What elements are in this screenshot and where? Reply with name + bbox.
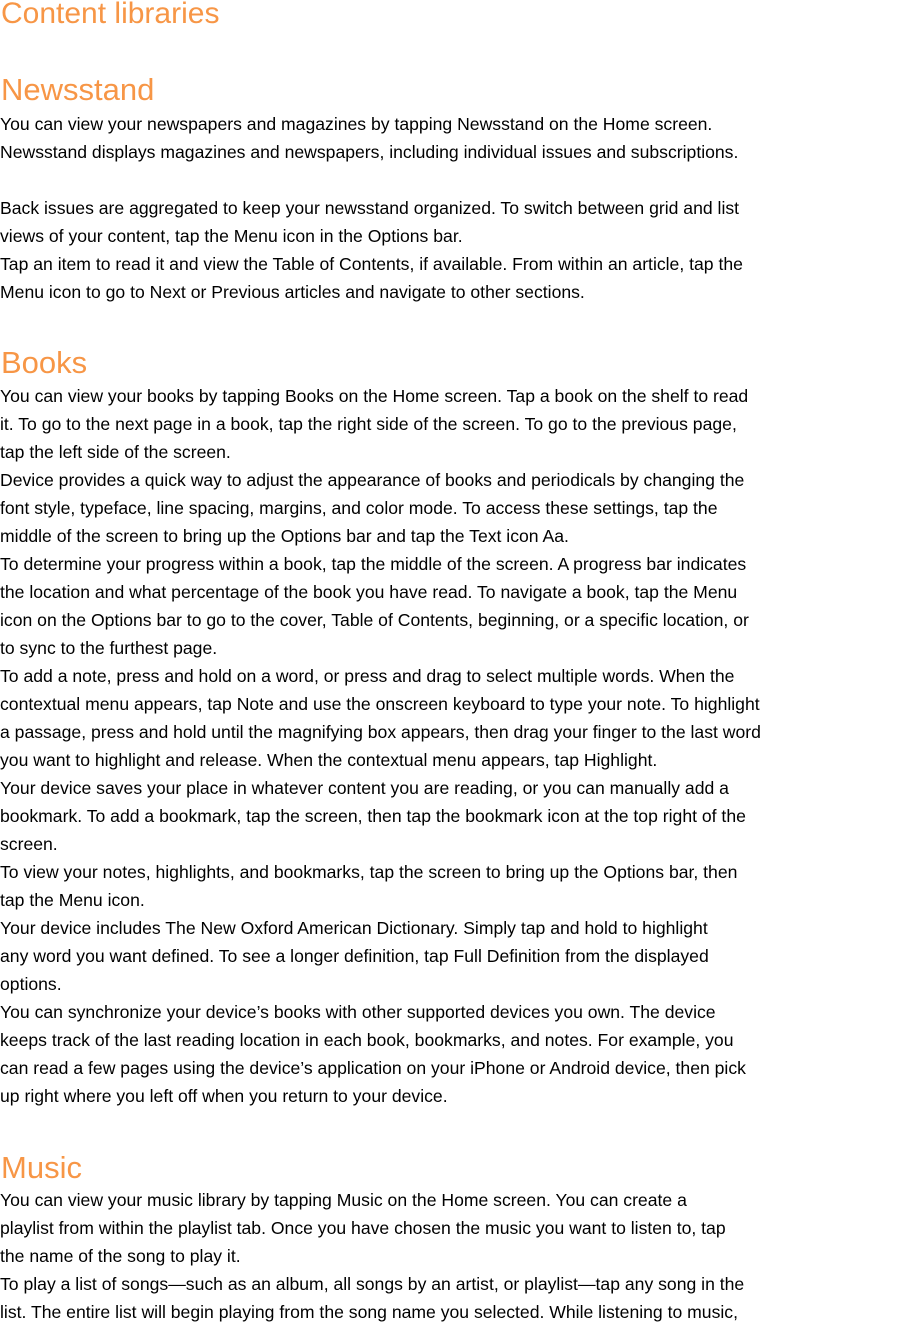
books-line: middle of the screen to bring up the Options bar and tap the Text icon Aa. — [0, 526, 569, 546]
document-title: Content libraries — [1, 0, 220, 30]
music-line: To play a list of songs—such as an album, all songs by an artist, or playlist—tap any song in the — [0, 1274, 745, 1294]
books-line: To add a note, press and hold on a word, or press and drag to select multiple words. When the — [0, 666, 735, 686]
books-line: icon on the Options bar to go to the cover, Table of Contents, beginning, or a specific location, or — [0, 610, 749, 630]
section-heading-music: Music — [1, 1150, 82, 1185]
books-line: the location and what percentage of the book you have read. To navigate a book, tap the Menu — [0, 582, 738, 602]
newsstand-line: Back issues are aggregated to keep your newsstand organized. To switch between grid and list — [0, 198, 740, 218]
music-line: playlist from within the playlist tab. Once you have chosen the music you want to listen to, tap — [0, 1218, 726, 1238]
music-line: list. The entire list will begin playing from the song name you selected. While listening to music, — [0, 1302, 738, 1322]
books-line: you want to highlight and release. When the contextual menu appears, tap Highlight. — [0, 750, 658, 770]
books-line: it. To go to the next page in a book, tap the right side of the screen. To go to the previous page, — [0, 414, 737, 434]
newsstand-line: Menu icon to go to Next or Previous articles and navigate to other sections. — [0, 282, 585, 302]
books-line: To determine your progress within a book, tap the middle of the screen. A progress bar indicates — [0, 554, 747, 574]
books-line: You can synchronize your device’s books with other supported devices you own. The device — [0, 1002, 716, 1022]
newsstand-line: Tap an item to read it and view the Table of Contents, if available. From within an article, tap the — [0, 254, 743, 274]
books-line: Device provides a quick way to adjust the appearance of books and periodicals by changing the — [0, 470, 745, 490]
books-line: contextual menu appears, tap Note and use the onscreen keyboard to type your note. To highlight — [0, 694, 760, 714]
section-heading-newsstand: Newsstand — [1, 72, 155, 107]
books-line: screen. — [0, 834, 58, 854]
books-line: any word you want defined. To see a longer definition, tap Full Definition from the displayed — [0, 946, 709, 966]
books-line: options. — [0, 974, 62, 994]
books-line: font style, typeface, line spacing, margins, and color mode. To access these settings, tap the — [0, 498, 718, 518]
music-line: You can view your music library by tapping Music on the Home screen. You can create a — [0, 1190, 687, 1210]
newsstand-line: You can view your newspapers and magazines by tapping Newsstand on the Home screen. — [0, 114, 713, 134]
books-line: Your device includes The New Oxford American Dictionary. Simply tap and hold to highlight — [0, 918, 708, 938]
books-line: tap the Menu icon. — [0, 890, 145, 910]
books-line: bookmark. To add a bookmark, tap the screen, then tap the bookmark icon at the top right of the — [0, 806, 746, 826]
section-heading-books: Books — [1, 345, 88, 380]
newsstand-line: Newsstand displays magazines and newspapers, including individual issues and subscriptions. — [0, 142, 739, 162]
books-line: to sync to the furthest page. — [0, 638, 218, 658]
books-line: To view your notes, highlights, and bookmarks, tap the screen to bring up the Options bar, then — [0, 862, 738, 882]
books-line: can read a few pages using the device’s application on your iPhone or Android device, then pick — [0, 1058, 746, 1078]
books-line: You can view your books by tapping Books on the Home screen. Tap a book on the shelf to read — [0, 386, 749, 406]
books-line: up right where you left off when you return to your device. — [0, 1086, 448, 1106]
newsstand-line: views of your content, tap the Menu icon in the Options bar. — [0, 226, 463, 246]
books-line: Your device saves your place in whatever content you are reading, or you can manually add a — [0, 778, 729, 798]
music-line: the name of the song to play it. — [0, 1246, 241, 1266]
books-line: tap the left side of the screen. — [0, 442, 231, 462]
books-line: keeps track of the last reading location in each book, bookmarks, and notes. For example, you — [0, 1030, 734, 1050]
books-line: a passage, press and hold until the magnifying box appears, then drag your finger to the last word — [0, 722, 761, 742]
